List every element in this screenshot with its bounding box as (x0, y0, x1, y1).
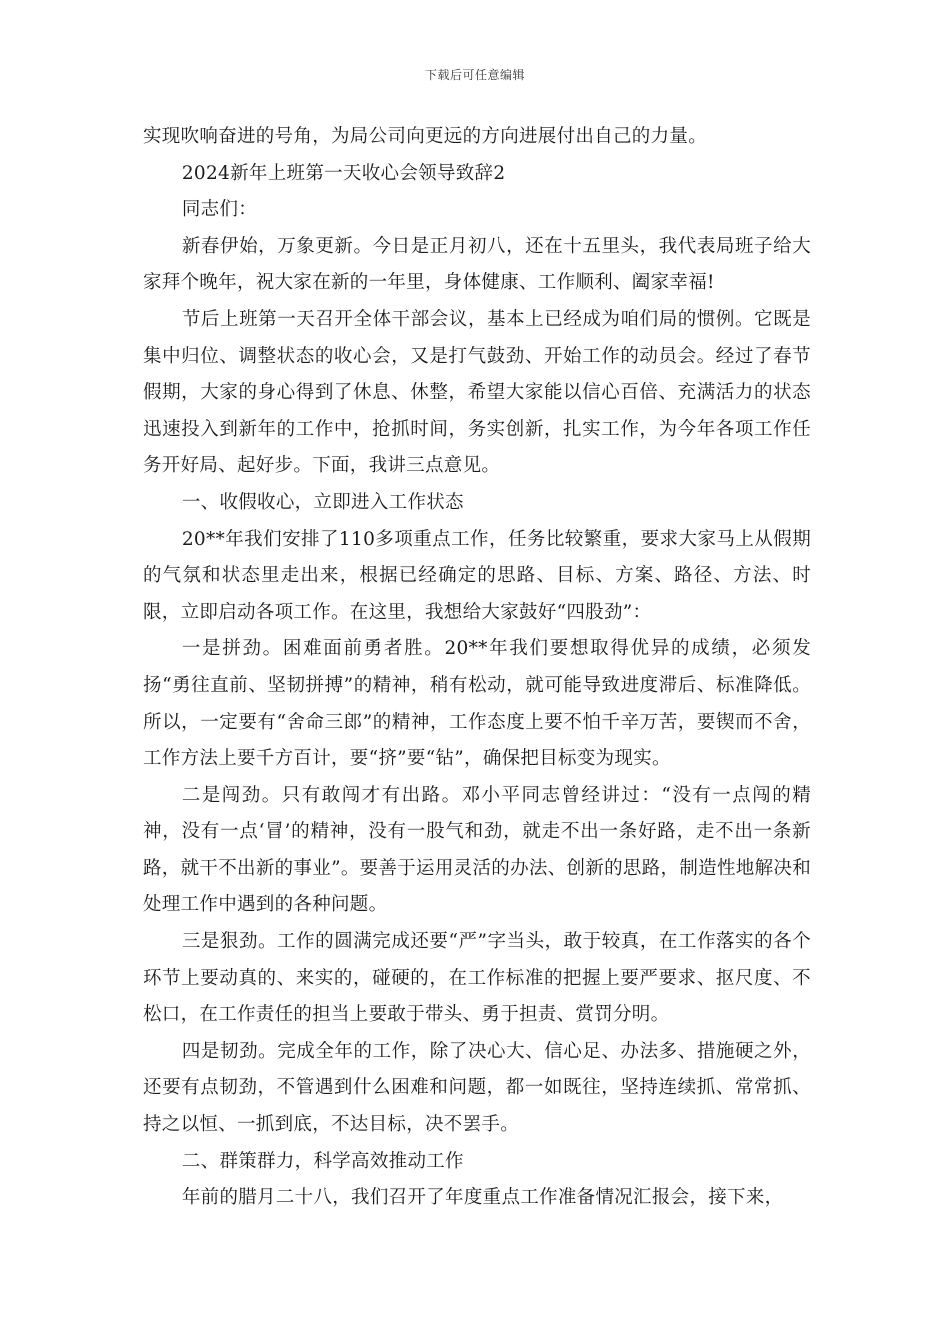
paragraph: 新春伊始，万象更新。今日是正月初八，还在十五里头，我代表局班子给大家拜个晚年，祝大家在新的一年里，身体健康、工作顺利、阖家幸福! (143, 235, 811, 294)
paragraph: 四是韧劲。完成全年的工作，除了决心大、信心足、办法多、措施硬之外，还要有点韧劲，不管遇到什么困难和问题，都一如既往，坚持连续抓、常常抓、持之以恒、一抓到底，不达目标，决不罢手。 (143, 1040, 811, 1136)
page-header-note: 下载后可任意编辑 (424, 68, 525, 82)
paragraph: 节后上班第一天召开全体干部会议，基本上已经成为咱们局的惯例。它既是集中归位、调整状态的收心会，又是打气鼓劲、开始工作的动员会。经过了春节假期，大家的身心得到了休息、休整，希望大家能以信心百倍、充满活力的状态迅速投入到新年的工作中，抢抓时间，务实创新，扎实工作，为今年各项工作任务开好局、起好步。下面，我讲三点意见。 (143, 308, 811, 477)
paragraph: 三是狠劲。工作的圆满完成还要“严”字当头，敢于较真，在工作落实的各个环节上要动真的、来实的，碰硬的，在工作标准的把握上要严要求、抠尺度、不松口，在工作责任的担当上要敢于带头、勇于担责、赏罚分明。 (143, 931, 811, 1026)
paragraph: 一是拼劲。困难面前勇者胜。20**年我们要想取得优异的成绩，必须发扬“勇往直前、坚韧拼搏”的精神，稍有松动，就可能导致进度滞后、标准降低。所以，一定要有“舍命三郎”的精神，工作态度上要不怕千辛万苦，要锲而不舍，工作方法上要千方百计，要“挤”要“钻”，确保把目标变为现实。 (143, 638, 811, 770)
section-heading: 二、群策群力，科学高效推动工作 (181, 1150, 464, 1172)
document-body (143, 119, 811, 1217)
paragraph-salutation: 同志们： (181, 199, 258, 221)
paragraph: 二是闯劲。只有敢闯才有出路。邓小平同志曾经讲过：“没有一点闯的精神，没有一点‘冒’的精神，没有一股气和劲，就走不出一条好路，走不出一条新路，就干不出新的事业”。要善于运用灵活的办法、创新的思路，制造性地解决和处理工作中遇到的各种问题。 (143, 784, 811, 916)
paragraph: 20**年我们安排了110多项重点工作，任务比较繁重，要求大家马上从假期的气氛和状态里走出来，根据已经确定的思路、目标、方案、路径、方法、时限，立即启动各项工作。在这里，我想给大家鼓好“四股劲”： (143, 528, 811, 623)
paragraph: 年前的腊月二十八，我们召开了年度重点工作准备情况汇报会，接下来， (181, 1187, 784, 1209)
paragraph: 实现吹响奋进的号角，为局公司向更远的方向进展付出自己的力量。 (143, 126, 708, 147)
paragraph-title: 2024新年上班第一天收心会领导致辞2 (181, 162, 506, 184)
section-heading: 一、收假收心，立即进入工作状态 (181, 491, 464, 513)
